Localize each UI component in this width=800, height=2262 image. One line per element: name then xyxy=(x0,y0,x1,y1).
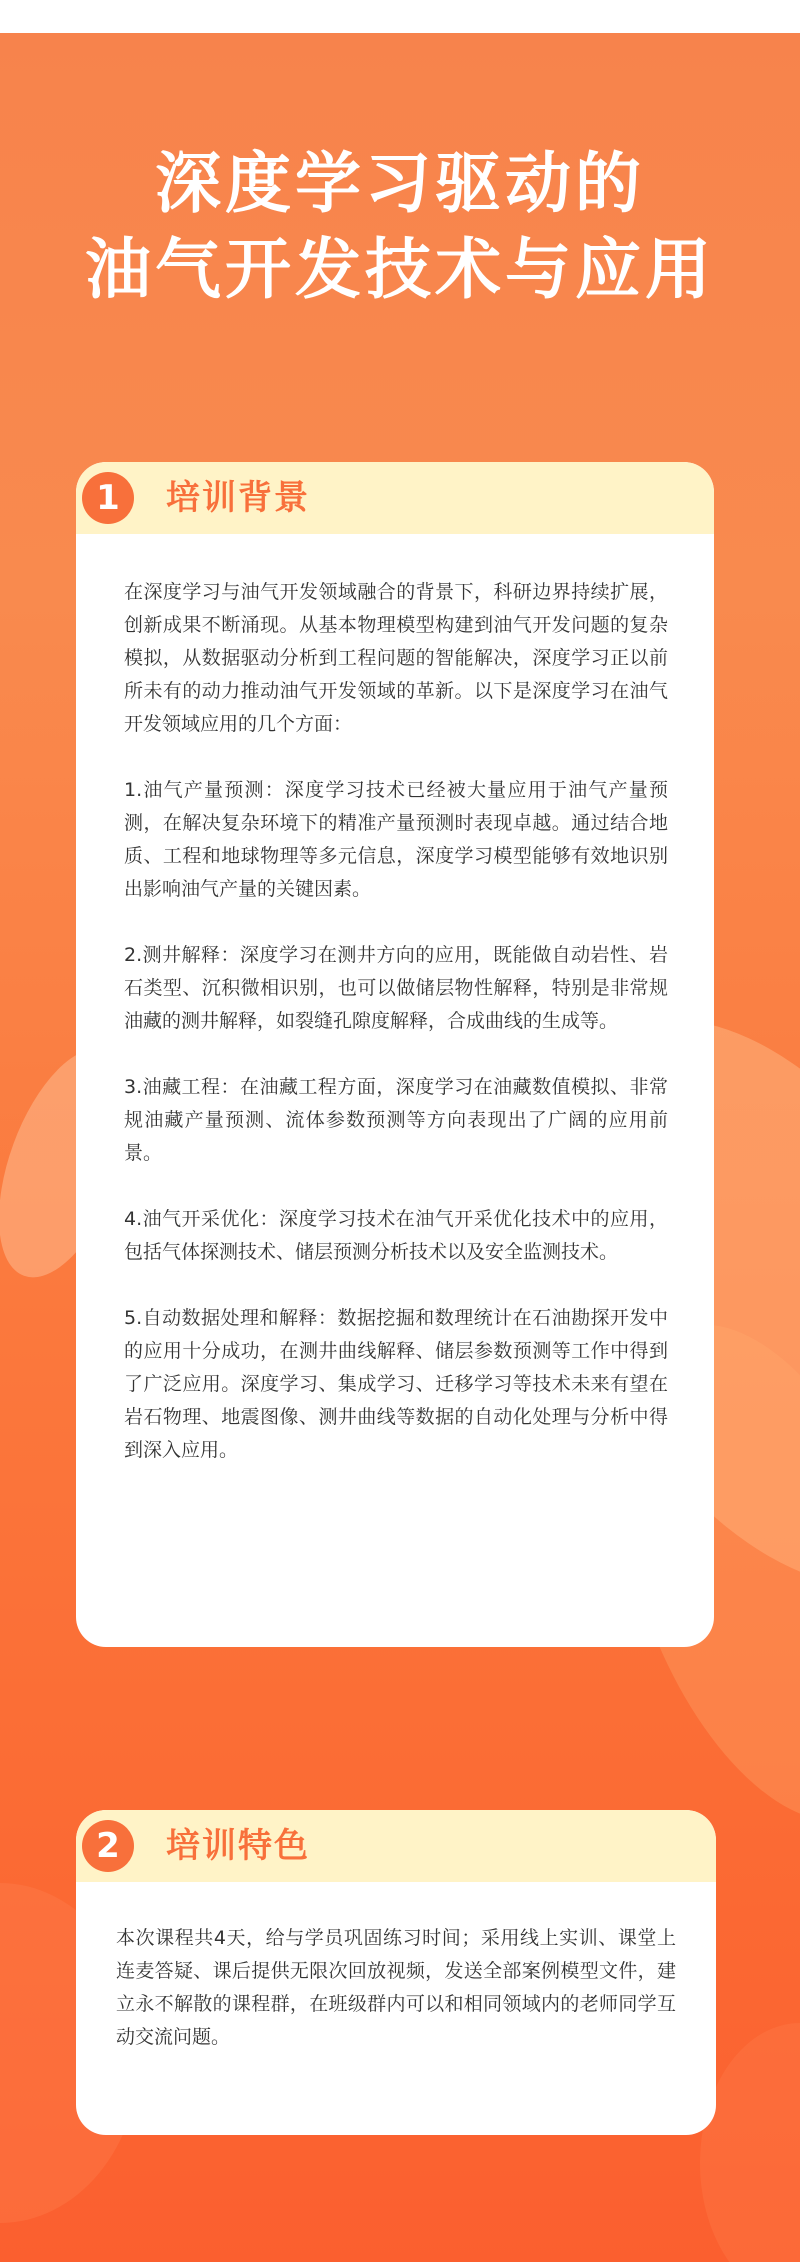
section-card-features xyxy=(76,1810,716,2135)
page-title xyxy=(0,141,800,313)
section-heading: 培训背景 xyxy=(166,478,310,518)
section-card-background xyxy=(76,462,714,1647)
paragraph-intro: 在深度学习与油气开发领域融合的背景下，科研边界持续扩展，创新成果不断涌现。从基本物理模型构建到油气开发问题的复杂模拟，从数据驱动分析到工程问题的智能解决，深度学习正以前所未有的动力推动油气开发领域的革新。以下是深度学习在油气开发领域应用的几个方面： xyxy=(124,581,668,735)
section-number-badge: 1 xyxy=(82,472,134,524)
paragraph-auto-processing: 5.自动数据处理和解释：数据挖掘和数理统计在石油勘探开发中的应用十分成功，在测井曲线解释、储层参数预测等工作中得到了广泛应用。深度学习、集成学习、迁移学习等技术未来有望在岩石物理、地震图像、测井曲线等数据的自动化处理与分析中得到深入应用。 xyxy=(124,1307,668,1461)
paragraph-production-optimization: 4.油气开采优化：深度学习技术在油气开采优化技术中的应用，包括气体探测技术、储层预测分析技术以及安全监测技术。 xyxy=(124,1208,668,1263)
paragraph-well-logging: 2.测井解释：深度学习在测井方向的应用，既能做自动岩性、岩石类型、沉积微相识别，也可以做储层物性解释，特别是非常规油藏的测井解释，如裂缝孔隙度解释，合成曲线的生成等。 xyxy=(124,944,668,1032)
section-heading: 培训特色 xyxy=(166,1826,310,1866)
title-line-2: 油气开发技术与应用 xyxy=(85,231,715,308)
paragraph-production-forecast: 1.油气产量预测：深度学习技术已经被大量应用于油气产量预测，在解决复杂环境下的精准产量预测时表现卓越。通过结合地质、工程和地球物理等多元信息，深度学习模型能够有效地识别出影响油气产量的关键因素。 xyxy=(124,779,668,900)
section-header xyxy=(76,1810,716,1882)
section-body xyxy=(124,576,668,1467)
title-line-1: 深度学习驱动的 xyxy=(155,145,645,222)
paragraph-reservoir-engineering: 3.油藏工程：在油藏工程方面，深度学习在油藏数值模拟、非常规油藏产量预测、流体参数预测等方向表现出了广阔的应用前景。 xyxy=(124,1076,668,1164)
paragraph-features: 本次课程共4天，给与学员巩固练习时间；采用线上实训、课堂上连麦答疑、课后提供无限次回放视频，发送全部案例模型文件，建立永不解散的课程群，在班级群内可以和相同领域内的老师同学互动交流问题。 xyxy=(116,1927,676,2048)
section-body xyxy=(116,1922,676,2054)
section-header xyxy=(76,462,714,534)
section-number-badge: 2 xyxy=(82,1820,134,1872)
